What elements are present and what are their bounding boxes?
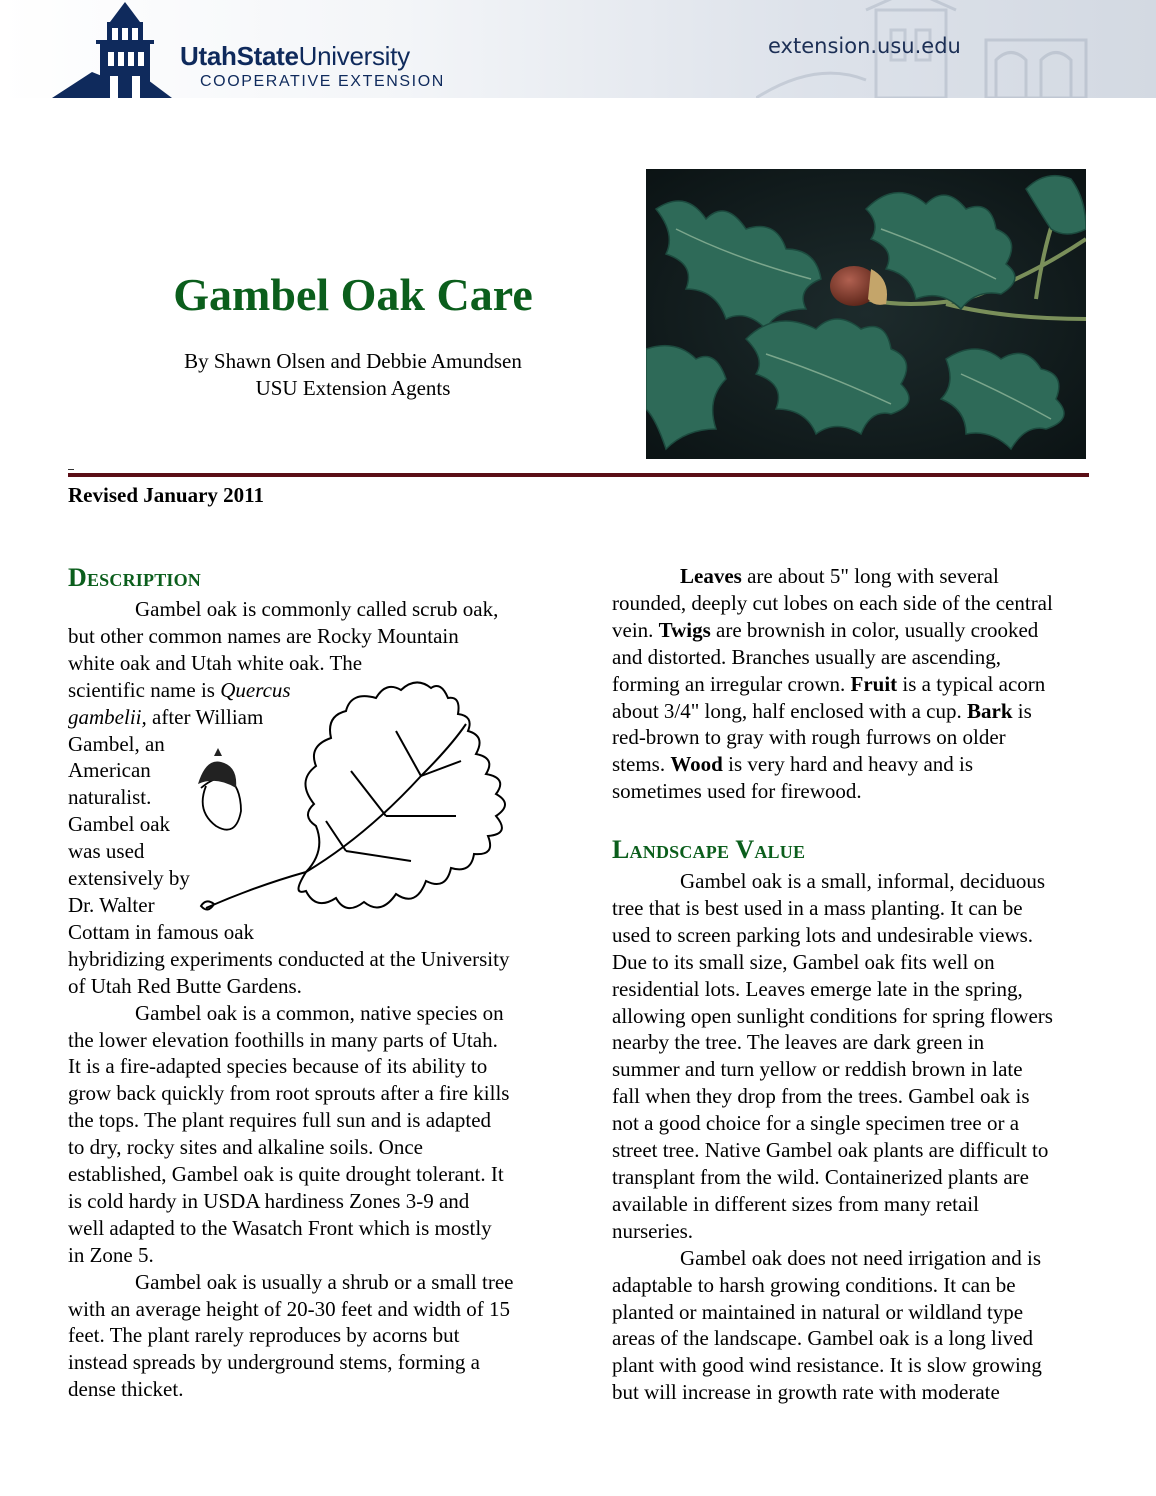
text-line: the lower elevation foothills in many parts of Utah. [68, 1027, 498, 1052]
text-line: forming an irregular crown. Fruit is a typical acorn [612, 671, 1046, 696]
text-line: Due to its small size, Gambel oak fits well on [612, 949, 995, 974]
text-line: stems. Wood is very hard and heavy and is [612, 752, 974, 777]
text-line: plant with good wind resistance. It is slow growing [612, 1353, 1042, 1378]
text-line: Leaves are about 5" long with several [680, 564, 999, 588]
text-line: established, Gambel oak is quite drought tolerant. It [68, 1162, 504, 1187]
text-line: was used [68, 839, 145, 864]
heading-description: Description [68, 563, 202, 592]
text-line: planted or maintained in natural or wildland type [612, 1299, 1024, 1324]
text-line: to dry, rocky sites and alkaline soils. Once [68, 1135, 423, 1160]
text-line: It is a fire-adapted species because of its ability to [68, 1054, 488, 1079]
text-line: Gambel oak is a common, native species on [135, 1000, 504, 1025]
text-line: Gambel, an [68, 731, 165, 756]
byline-authors: By Shawn Olsen and Debbie Amundsen [184, 349, 522, 373]
text-line: Gambel oak is commonly called scrub oak, [135, 597, 499, 621]
section-divider [68, 473, 1089, 477]
text-line: fall when they drop from the trees. Gambel oak is [612, 1084, 1030, 1109]
text-line: Gambel oak is a small, informal, deciduous [680, 869, 1046, 893]
traits-body [612, 563, 1053, 805]
university-name: UtahStateUniversity [180, 41, 410, 71]
text-line: Dr. Walter [68, 892, 155, 917]
text-line: extensively by [68, 866, 190, 891]
landscape-body [612, 868, 1053, 1406]
byline [120, 348, 586, 402]
text-line: white oak and Utah white oak. The [68, 650, 363, 675]
text-line: tree that is best used in a mass planting. It can be [612, 895, 1023, 920]
text-line: instead spreads by underground stems, forming a [68, 1350, 480, 1375]
text-line: Gambel oak is usually a shrub or a small tree [135, 1269, 514, 1294]
text-line: Gambel oak [68, 812, 171, 837]
text-line: dense thicket. [68, 1377, 184, 1402]
text-line: allowing open sunlight conditions for spring flowers [612, 1003, 1053, 1028]
text-line: but other common names are Rocky Mountain [68, 623, 459, 648]
extension-subtitle: COOPERATIVE EXTENSION [200, 73, 445, 90]
text-line: and distorted. Branches usually are ascending, [612, 644, 1001, 669]
text-line: used to screen parking lots and undesirable views. [612, 922, 1034, 947]
text-line: about 3/4" long, half enclosed with a cup. Bark is [612, 698, 1032, 723]
text-line: residential lots. Leaves emerge late in the spring, [612, 976, 1023, 1001]
oak-leaf-photo-icon [646, 169, 1086, 459]
text-line: with an average height of 20-30 feet and width of 15 [68, 1296, 511, 1321]
text-line: rounded, deeply cut lobes on each side of the central [612, 590, 1053, 615]
revision-date: Revised January 2011 [68, 483, 265, 507]
page-title: Gambel Oak Care [173, 269, 533, 320]
text-line: feet. The plant rarely reproduces by acorns but [68, 1323, 460, 1348]
text-line: gambelii, after William [68, 704, 264, 729]
text-line: vein. Twigs are brownish in color, usually crooked [612, 617, 1039, 642]
text-line: transplant from the wild. Containerized plants are [612, 1164, 1029, 1189]
text-line: street tree. Native Gambel oak plants are difficult to [612, 1138, 1049, 1163]
text-line: but will increase in growth rate with moderate [612, 1380, 1000, 1405]
text-line: scientific name is Quercus [68, 677, 291, 702]
text-line: areas of the landscape. Gambel oak is a long lived [612, 1326, 1034, 1351]
text-line: the tops. The plant requires full sun and is adapted [68, 1108, 492, 1133]
text-line: grow back quickly from root sprouts after a fire kills [68, 1081, 510, 1106]
text-line: adaptable to harsh growing conditions. It can be [612, 1272, 1016, 1297]
text-line: Gambel oak does not need irrigation and is [680, 1245, 1041, 1270]
oak-leaves-and-acorn-photo [646, 169, 1086, 459]
byline-role: USU Extension Agents [255, 376, 451, 400]
rule-stub [68, 469, 74, 470]
heading-landscape-value: Landscape Value [612, 835, 806, 864]
text-line: in Zone 5. [68, 1242, 154, 1267]
text-line: summer and turn yellow or reddish brown in late [612, 1057, 1023, 1082]
old-main-tower-icon [52, 0, 172, 98]
text-line: not a good choice for a single specimen tree or a [612, 1111, 1020, 1136]
oak-leaf-drawing-icon [196, 676, 518, 924]
site-url[interactable]: extension.usu.edu [768, 34, 961, 58]
text-line: naturalist. [68, 785, 152, 810]
text-line: red-brown to gray with rough furrows on older [612, 725, 1006, 750]
text-line: sometimes used for firewood. [612, 779, 862, 804]
header-banner [0, 0, 1156, 98]
text-line: Cottam in famous oak [68, 919, 255, 944]
text-line: well adapted to the Wasatch Front which is mostly [68, 1215, 492, 1240]
text-line: hybridizing experiments conducted at the University [68, 946, 510, 971]
text-line: nearby the tree. The leaves are dark green in [612, 1030, 985, 1055]
text-line: nurseries. [612, 1218, 694, 1243]
text-line: available in different sizes from many retail [612, 1191, 979, 1216]
text-line: American [68, 758, 151, 783]
text-line: is cold hardy in USDA hardiness Zones 3-9 and [68, 1188, 470, 1213]
text-line: of Utah Red Butte Gardens. [68, 973, 302, 998]
